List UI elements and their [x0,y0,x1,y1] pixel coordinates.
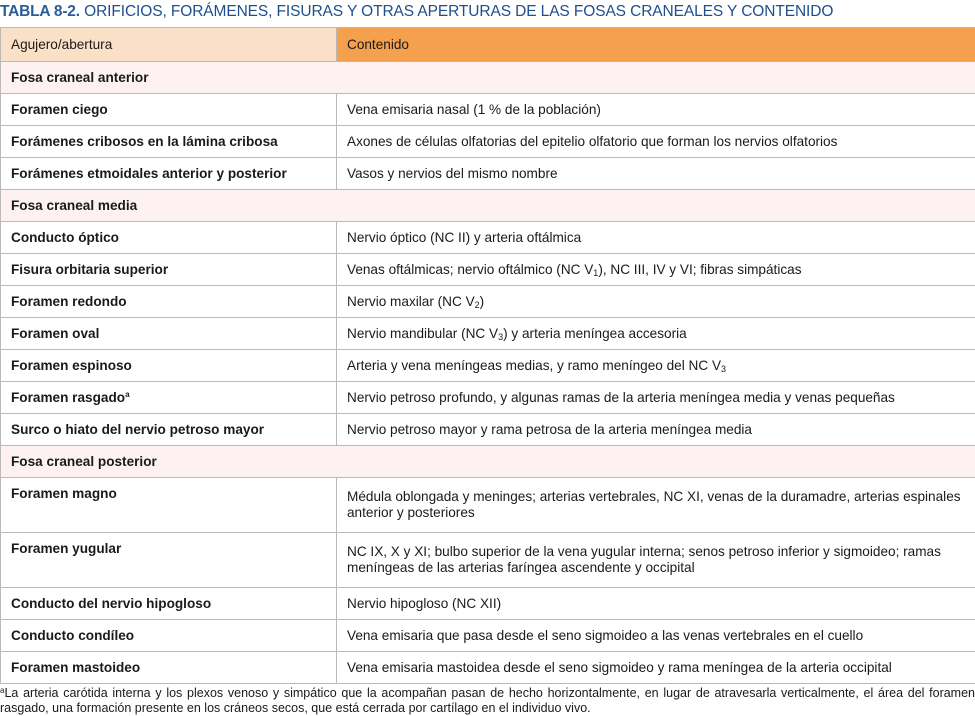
section-label: Fosa craneal anterior [1,62,975,94]
table-row [1,533,975,588]
content-cell [337,350,975,382]
content-text: Nervio maxilar (NC V [347,294,475,309]
table-row [1,478,975,533]
subscript: 2 [475,300,480,310]
opening-cell: Foramen ciego [1,94,337,126]
content-cell [337,254,975,286]
opening-cell: Foramen yugular [1,533,337,588]
opening-cell: Fisura orbitaria superior [1,254,337,286]
table-row [1,588,975,620]
header-col-content: Contenido [337,28,975,62]
section-row-media [1,190,975,222]
content-text: ) y arteria meníngea accesoria [503,326,687,341]
header-col-opening: Agujero/abertura [1,28,337,62]
table-row [1,286,975,318]
opening-cell: Conducto óptico [1,222,337,254]
table-number: TABLA 8-2. [0,3,80,20]
section-row-anterior [1,62,975,94]
section-label: Fosa craneal posterior [1,446,975,478]
opening-cell: Conducto del nervio hipogloso [1,588,337,620]
table-row [1,126,975,158]
content-cell: Axones de células olfatorias del epitelio olfatorio que forman los nervios olfatorios [337,126,975,158]
content-cell: Nervio petroso mayor y rama petrosa de la arteria meníngea media [337,414,975,446]
table-row [1,620,975,652]
opening-text: Foramen rasgado [11,390,125,405]
content-cell: Vena emisaria nasal (1 % de la población) [337,94,975,126]
table-row [1,414,975,446]
opening-cell: Foramen oval [1,318,337,350]
content-cell: Nervio hipogloso (NC XII) [337,588,975,620]
content-cell: Vena emisaria que pasa desde el seno sigmoideo a las venas vertebrales en el cuello [337,620,975,652]
table-row [1,158,975,190]
subscript: 3 [498,332,503,342]
opening-cell: Foramen redondo [1,286,337,318]
opening-cell: Surco o hiato del nervio petroso mayor [1,414,337,446]
table-row [1,350,975,382]
table-row [1,652,975,684]
table-row [1,318,975,350]
table-title [0,2,833,24]
content-cell: Vena emisaria mastoidea desde el seno sigmoideo y rama meníngea de la arteria occipital [337,652,975,684]
content-cell [337,286,975,318]
foramina-table [0,27,975,684]
content-text: Arteria y vena meníngeas medias, y ramo meníngeo del NC V [347,358,721,373]
table-row [1,94,975,126]
section-row-posterior [1,446,975,478]
subscript: 1 [593,268,598,278]
content-cell: Nervio petroso profundo, y algunas ramas de la arteria meníngea media y venas pequeñas [337,382,975,414]
table-row [1,222,975,254]
opening-cell [1,382,337,414]
opening-cell: Foramen magno [1,478,337,533]
opening-cell: Foramen mastoideo [1,652,337,684]
opening-cell: Forámenes etmoidales anterior y posterior [1,158,337,190]
footnote-text: La arteria carótida interna y los plexos venoso y simpático que la acompañan pasan de hecho horizontalmente, en lugar de atravesarla verticalmente, el área del foramen rasgado, una formación presente en los cráneos secos, que está cerrada por cartílago en el individuo vivo. [0,686,975,715]
table-caption: ORIFICIOS, FORÁMENES, FISURAS Y OTRAS APERTURAS DE LAS FOSAS CRANEALES Y CONTENIDO [84,3,833,20]
content-cell [337,318,975,350]
content-cell: Médula oblongada y meninges; arterias vertebrales, NC XI, venas de la duramadre, arterias espinales anterior y posteriores [337,478,975,533]
table-row [1,254,975,286]
table-footnote [0,683,975,716]
footnote-marker: a [0,686,4,695]
content-cell: Vasos y nervios del mismo nombre [337,158,975,190]
table-header-row [1,28,975,62]
table-row [1,382,975,414]
opening-cell: Conducto condíleo [1,620,337,652]
content-text: Nervio mandibular (NC V [347,326,498,341]
opening-cell: Foramen espinoso [1,350,337,382]
subscript: 3 [721,364,726,374]
content-cell: NC IX, X y XI; bulbo superior de la vena yugular interna; senos petroso inferior y sigmoideo; ramas meníngeas de las arterias faríngea ascendente y occipital [337,533,975,588]
content-cell: Nervio óptico (NC II) y arteria oftálmica [337,222,975,254]
content-text: Venas oftálmicas; nervio oftálmico (NC V [347,262,593,277]
content-text: ) [480,294,485,309]
opening-cell: Forámenes cribosos en la lámina cribosa [1,126,337,158]
section-label: Fosa craneal media [1,190,975,222]
footnote-marker: a [125,390,129,399]
content-text: ), NC III, IV y VI; fibras simpáticas [598,262,801,277]
